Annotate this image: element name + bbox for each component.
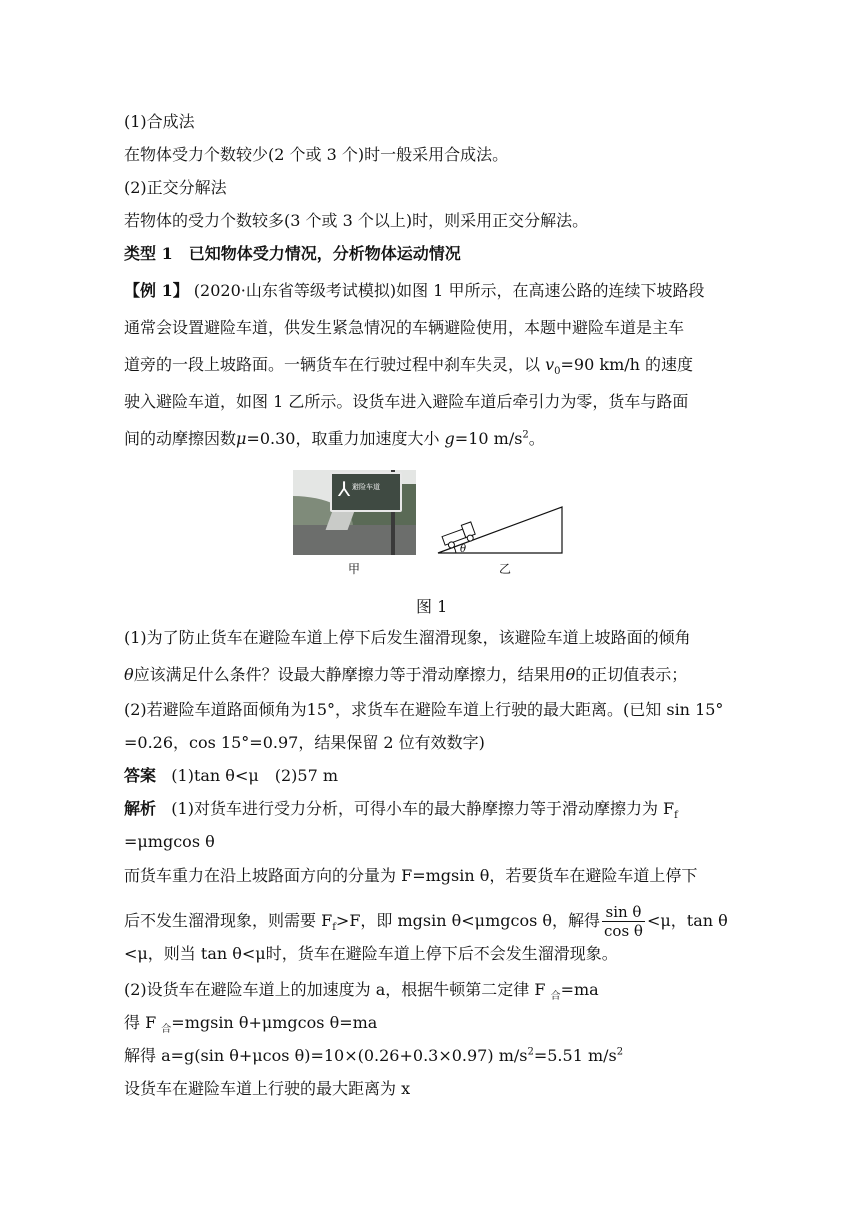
type-heading: 类型 1 已知物体受力情况，分析物体运动情况 — [124, 244, 461, 263]
mu-symbol: μ — [236, 429, 247, 448]
example-line-2: 通常会设置避险车道，供发生紧急情况的车辆避险使用，本题中避险车道是主车 — [124, 318, 685, 337]
figure-caption: 图 1 — [416, 597, 448, 616]
fraction-numerator: sin θ — [602, 903, 645, 922]
analysis-text-7b: =mgsin θ+μmgcos θ=ma — [171, 1013, 378, 1032]
analysis-line-2: =μmgcos θ — [124, 832, 215, 851]
analysis-line-6 — [124, 980, 599, 1003]
example-text-1: (2020·山东省等级考试模拟)如图 1 甲所示，在高速公路的连续下坡路段 — [188, 281, 705, 300]
net-force-subscript-2: 合 — [161, 1024, 172, 1036]
section-text-composition: 在物体受力个数较少(2 个或 3 个)时一般采用合成法。 — [124, 145, 509, 164]
example-text-3a: 道旁的一段上坡路面。一辆货车在行驶过程中刹车失灵，以 — [124, 355, 546, 374]
figure-label-b: 乙 — [499, 562, 512, 576]
analysis-text-8a: 解得 a=g(sin θ+μcos θ)=10×(0.26+0.3×0.97) m/s — [124, 1046, 528, 1065]
answer-label: 答案 — [124, 766, 157, 785]
fork-arrow-icon: ⅄ — [338, 477, 351, 501]
analysis-line-5: <μ，则当 tan θ<μ时，货车在避险车道上停下后不会发生溜滑现象。 — [124, 944, 618, 963]
angle-arc — [454, 547, 456, 553]
question-1-text-c: 的正切值表示； — [575, 665, 688, 684]
example-text-5d: 。 — [528, 429, 545, 448]
unit-superscript: 2 — [522, 429, 529, 441]
figure-label-a: 甲 — [348, 562, 361, 576]
example-text-5b: =0.30，取重力加速度大小 — [246, 429, 445, 448]
unit-superscript-3: 2 — [616, 1046, 624, 1058]
fraction-denominator: cos θ — [604, 922, 643, 940]
example-line-1 — [124, 281, 704, 301]
analysis-text-4c: <μ，tan θ — [646, 911, 728, 930]
analysis-text-6b: =ma — [560, 980, 599, 999]
net-force-subscript: 合 — [550, 991, 561, 1003]
answer-text: (1)tan θ<μ (2)57 m — [171, 766, 339, 785]
v0-symbol: v — [545, 355, 555, 374]
friction-subscript: f — [674, 810, 678, 822]
analysis-text-8b: =5.51 m/s — [533, 1046, 617, 1065]
analysis-label: 解析 — [124, 799, 157, 818]
section-title-composition: (1)合成法 — [124, 112, 195, 131]
analysis-text-4a: 后不发生溜滑现象，则需要 F — [124, 911, 333, 930]
analysis-text-4b: >F，即 mgsin θ<μmgcos θ，解得 — [335, 911, 601, 930]
theta-label: θ — [460, 544, 467, 555]
escape-lane-sign — [330, 472, 402, 512]
sign-label: 避险车道 — [352, 483, 380, 491]
analysis-line-7 — [124, 1013, 378, 1036]
question-1-text-b: 应该满足什么条件？设最大静摩擦力等于滑动摩擦力，结果用 — [133, 665, 566, 684]
example-line-5 — [124, 429, 545, 449]
section-text-orthogonal: 若物体的受力个数较多(3 个或 3 个以上)时，则采用正交分解法。 — [124, 211, 589, 230]
analysis-text-7a: 得 F — [124, 1013, 162, 1032]
theta-symbol-2: θ — [565, 665, 576, 684]
unit-superscript-2: 2 — [527, 1046, 534, 1058]
sin-cos-fraction — [602, 903, 645, 940]
analysis-text-6a: (2)设货车在避险车道上的加速度为 a，根据牛顿第二定律 F — [124, 980, 551, 999]
example-text-5a: 间的动摩擦因数 — [124, 429, 237, 448]
analysis-text-1: (1)对货车进行受力分析，可得小车的最大静摩擦力等于滑动摩擦力为 F — [171, 799, 675, 818]
analysis-line-1 — [124, 799, 678, 822]
example-line-4: 驶入避险车道，如图 1 乙所示。设货车进入避险车道后牵引力为零，货车与路面 — [124, 392, 689, 411]
example-text-5c: =10 m/s — [454, 429, 523, 448]
question-1-line-1: (1)为了防止货车在避险车道上停下后发生溜滑现象，该避险车道上坡路面的倾角 — [124, 628, 691, 647]
question-2-line-2: =0.26，cos 15°=0.97，结果保留 2 位有效数字) — [124, 733, 485, 752]
g-symbol: g — [444, 429, 455, 448]
v0-subscript: 0 — [554, 366, 561, 378]
question-2-line-1: (2)若避险车道路面倾角为15°，求货车在避险车道上行驶的最大距离。(已知 sin 15° — [124, 700, 724, 719]
question-1-line-2 — [124, 665, 687, 685]
section-title-orthogonal: (2)正交分解法 — [124, 178, 227, 197]
example-tag: 【例 1】 — [124, 281, 189, 300]
incline-triangle — [438, 507, 562, 553]
friction-subscript-2: f — [332, 922, 336, 934]
theta-symbol: θ — [124, 665, 134, 684]
analysis-line-8 — [124, 1046, 623, 1066]
analysis-line-9: 设货车在避险车道上行驶的最大距离为 x — [124, 1079, 411, 1098]
example-line-3 — [124, 355, 694, 378]
analysis-line-4 — [124, 903, 728, 940]
analysis-line-3: 而货车重力在沿上坡路面方向的分量为 F=mgsin θ，若要货车在避险车道上停下 — [124, 866, 698, 885]
answer-line — [124, 766, 338, 786]
example-text-3b: =90 km/h 的速度 — [560, 355, 694, 374]
incline-diagram — [430, 505, 570, 557]
